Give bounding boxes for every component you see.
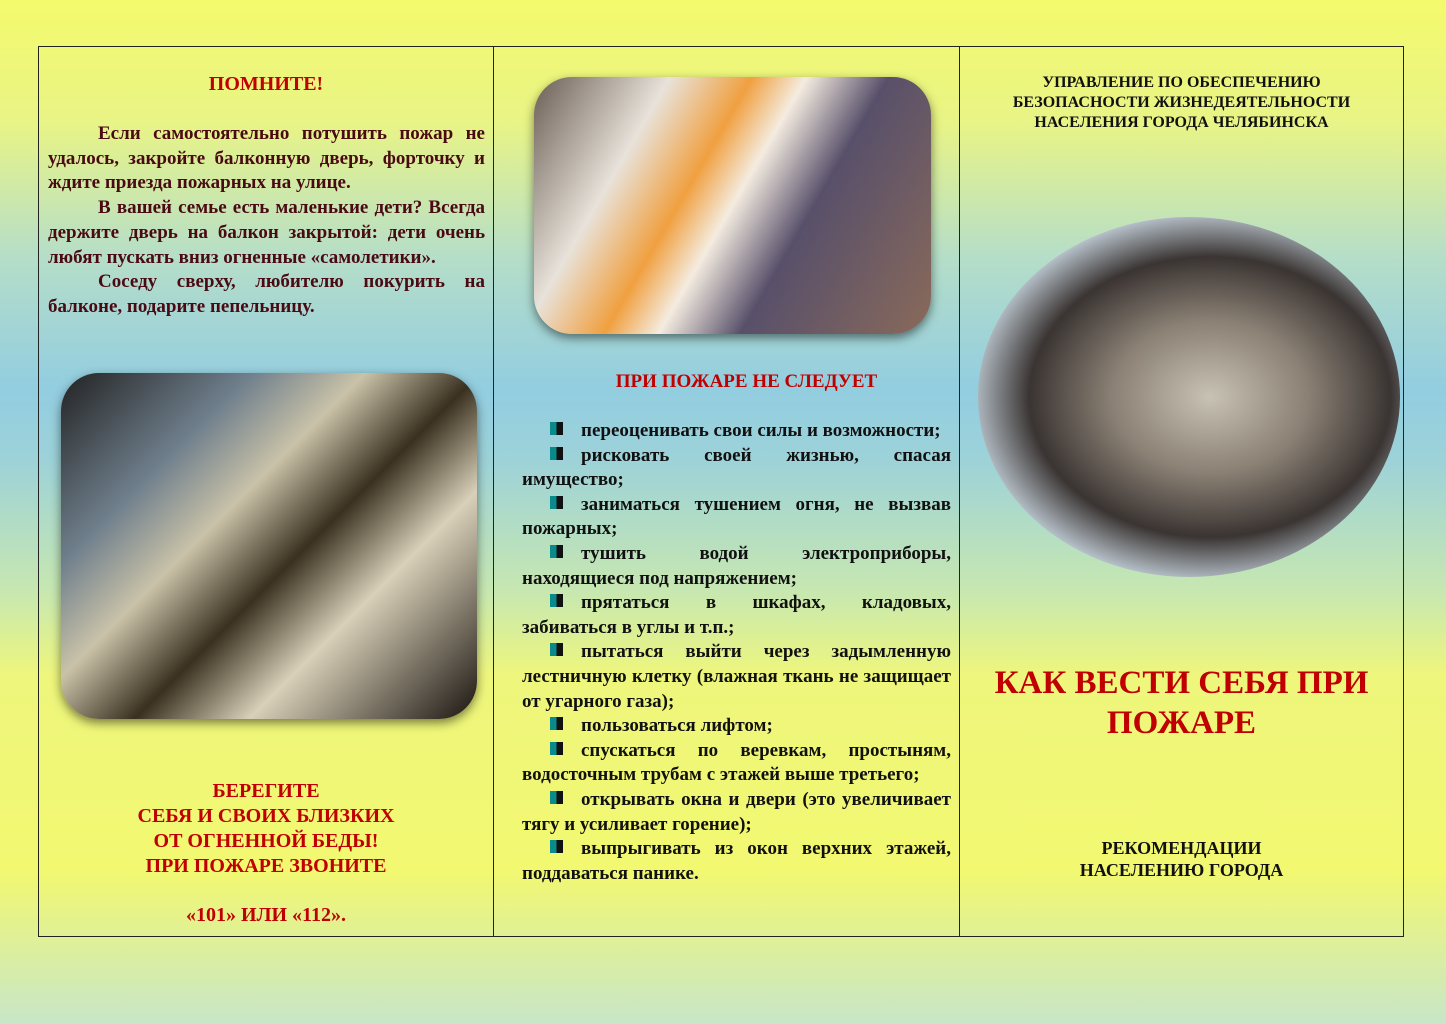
org-line: НАСЕЛЕНИЯ ГОРОДА ЧЕЛЯБИНСКА [1034, 114, 1329, 131]
square-bullet-icon [550, 717, 563, 730]
left-panel [39, 47, 494, 936]
footer-line: ОТ ОГНЕННОЙ БЕДЫ! [153, 830, 379, 852]
list-item-text: заниматься тушением огня, не вызвав пожарных; [522, 493, 951, 540]
list-item [522, 837, 951, 886]
paragraph: Соседу сверху, любителю покурить на балконе, подарите пепельницу. [48, 271, 485, 317]
square-bullet-icon [550, 742, 563, 755]
square-bullet-icon [550, 594, 563, 607]
list-item-text: переоценивать свои силы и возможности; [581, 420, 941, 441]
do-not-list [522, 419, 951, 886]
list-item-text: пользоваться лифтом; [581, 715, 773, 737]
brochure-title: ПОЖАРЕ [1106, 705, 1257, 741]
remember-heading: ПОМНИТЕ! [208, 73, 324, 95]
list-item [522, 419, 951, 444]
footer-line: СЕБЯ И СВОИХ БЛИЗКИХ [137, 805, 395, 827]
org-line: УПРАВЛЕНИЕ ПО ОБЕСПЕЧЕНИЮ [1042, 74, 1321, 91]
smoking-man-photo [61, 373, 477, 719]
brochure-frame [38, 46, 1404, 937]
paragraph: В вашей семье есть маленькие дети? Всегда держите дверь на балкон закрытой: дети очень любят пускать вниз огненные «самолетики». [48, 197, 485, 268]
do-not-heading: ПРИ ПОЖАРЕ НЕ СЛЕДУЕТ [615, 371, 878, 392]
footer-line: БЕРЕГИТЕ [212, 780, 320, 802]
org-line: БЕЗОПАСНОСТИ ЖИЗНЕДЕЯТЕЛЬНОСТИ [1012, 94, 1351, 111]
list-item-text: открывать окна и двери (это увеличивает тягу и усиливает горение); [522, 788, 951, 835]
list-item [522, 591, 951, 640]
list-item-text: спускаться по веревкам, простыням, водосточным трубам с этажей выше третьего; [522, 739, 951, 786]
square-bullet-icon [550, 791, 563, 804]
brochure-title: КАК ВЕСТИ СЕБЯ ПРИ [994, 665, 1369, 701]
list-item-text: тушить водой электроприборы, находящиеся под напряжением; [522, 542, 951, 589]
paragraph: Если самостоятельно потушить пожар не удалось, закройте балконную дверь, форточку и ждите приезда пожарных на улице. [48, 123, 485, 194]
footer-line: ПРИ ПОЖАРЕ ЗВОНИТЕ [145, 855, 387, 877]
list-item [522, 640, 951, 714]
list-item [522, 714, 951, 739]
list-item-text: пытаться выйти через задымленную лестничную клетку (влажная ткань не защищает от угарного газа); [522, 641, 951, 712]
square-bullet-icon [550, 496, 563, 509]
list-item [522, 542, 951, 591]
list-item-text: выпрыгивать из окон верхних этажей, поддаваться панике. [522, 838, 951, 884]
list-item [522, 444, 951, 493]
list-item [522, 493, 951, 542]
list-item [522, 739, 951, 788]
square-bullet-icon [550, 422, 563, 435]
middle-panel [494, 47, 960, 936]
square-bullet-icon [550, 840, 563, 853]
square-bullet-icon [550, 447, 563, 460]
emergency-phone: «101» ИЛИ «112». [186, 904, 346, 926]
list-item [522, 788, 951, 837]
square-bullet-icon [550, 545, 563, 558]
list-item-text: рисковать своей жизнью, спасая имущество; [522, 444, 951, 491]
burning-building-photo [978, 217, 1400, 577]
right-panel [960, 47, 1403, 936]
electrical-fire-photo [534, 77, 931, 334]
subtitle-line: РЕКОМЕНДАЦИИ [1101, 838, 1262, 858]
square-bullet-icon [550, 643, 563, 656]
subtitle-line: НАСЕЛЕНИЮ ГОРОДА [1079, 860, 1284, 880]
list-item-text: прятаться в шкафах, кладовых, забиваться в углы и т.п.; [522, 592, 951, 638]
